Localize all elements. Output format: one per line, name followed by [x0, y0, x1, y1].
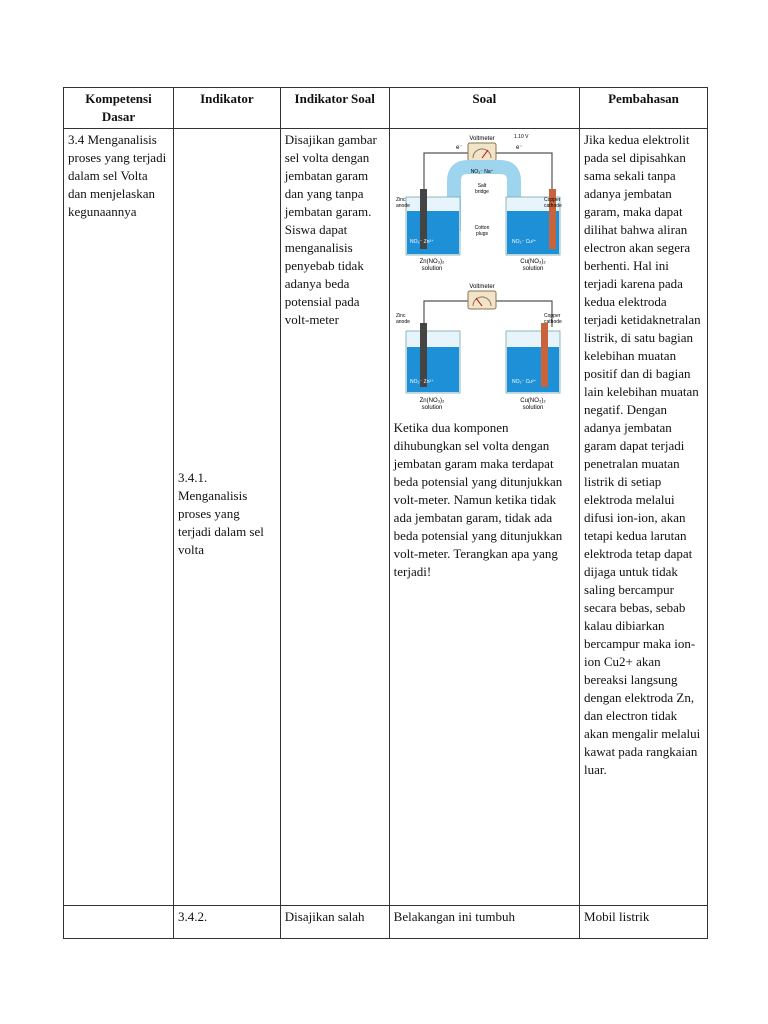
- left-solution-2: [407, 347, 459, 392]
- right-ions-label-2: NO₃⁻ Cu²⁺: [511, 379, 536, 385]
- left-solution: [407, 211, 459, 254]
- copper-electrode-2: [541, 323, 548, 387]
- table-row: [64, 906, 708, 939]
- right-solution-label-2b: solution: [522, 405, 544, 411]
- pembahasan-text: Jika kedua elektrolit pada sel dipisahkan sama sekali tanpa adanya jembatan garam, maka dapat dilihat bahwa aliran electron akan segera berhenti. Hal ini terjadi karena pada kedua elektroda terjadi ketidaknetralan listrik, di satu bagian kelebihan muatan positif dan di bagian lain kelebihan muatan negatif. Dengan adanya jembatan garam dapat terjadi penetralan muatan listrik di setiap elektroda melalui difusi ion-ion, akan tetapi kedua larutan elektroda tetap dapat dijaga untuk tidak saling bercampur secara bebas, sebab kalau dibiarkan bercampur maka ion-ion Cu2+ akan bereaksi langsung dengan elektroda Zn, dan electron tidak akan mengalir melalui kawat pada rangkaian luar.: [584, 132, 701, 777]
- pembahasan-2-text: Mobil listrik: [584, 909, 650, 924]
- kompetensi-text: 3.4 Menganalisis proses yang terjadi dalam sel Volta dan menjelaskan kegunaannya: [68, 132, 167, 219]
- right-solution-label-2a: Cu(NO₃)₂: [519, 398, 546, 404]
- cell-kompetensi: [64, 129, 174, 906]
- kompetensi-table: [63, 87, 708, 939]
- cell-indikator: [173, 129, 280, 906]
- cell-indikator-2: [173, 906, 280, 939]
- right-ions-label: NO₃⁻ Cu²⁺: [511, 239, 536, 245]
- header-indikator: Indikator: [173, 88, 280, 129]
- zinc-label-2b: anode: [395, 319, 410, 325]
- salt-bridge-tube: [454, 167, 514, 231]
- voltmeter-label: Voltmeter: [468, 136, 495, 142]
- left-solution-label-2a: Zn(NO₃)₂: [419, 398, 445, 404]
- cotton-label-2: plugs: [475, 231, 488, 237]
- table-header-row: [64, 88, 708, 129]
- header-pembahasan: Pembahasan: [580, 88, 708, 129]
- zinc-label-2a: Zinc: [395, 313, 406, 319]
- soal-2-text: Belakangan ini tumbuh: [393, 909, 515, 924]
- indikator-text: 3.4.1. Menganalisis proses yang terjadi dalam sel volta: [177, 470, 264, 557]
- copper-label-2: cathode: [543, 203, 562, 209]
- copper-label-2a: Copper: [543, 313, 561, 319]
- right-solution-2: [507, 347, 559, 392]
- bridge-ions-label: NO₃⁻ Na⁺: [470, 169, 493, 175]
- volta-cell-with-salt-bridge-diagram: [394, 131, 570, 277]
- header-indikator-soal: Indikator Soal: [280, 88, 389, 129]
- cotton-label-1: Cotton: [474, 225, 490, 231]
- electron-right-label: e⁻: [515, 145, 523, 151]
- zinc-electrode-2: [420, 323, 427, 387]
- left-ions-label-2: NO₃⁻ Zn²⁺: [409, 379, 434, 385]
- voltmeter-label-2: Voltmeter: [468, 284, 495, 290]
- left-solution-label-2b: solution: [421, 405, 443, 411]
- zinc-label-1: Zinc: [395, 197, 406, 203]
- soal-text: Ketika dua komponen dihubungkan sel volta dengan jembatan garam maka terdapat beda potensial yang ditunjukkan volt-meter. Namun ketika tidak ada jembatan garam, tidak ada beda potensial yang ditunjukkan volt-meter. Terangkan apa yang terjadi!: [393, 420, 563, 579]
- voltage-label: 1.10 V: [513, 134, 529, 140]
- zinc-label-2: anode: [395, 203, 410, 209]
- cell-soal-2: [389, 906, 579, 939]
- copper-label-1: Copper: [543, 197, 561, 203]
- left-solution-label-1: Zn(NO₃)₂: [419, 259, 445, 265]
- cell-soal: [389, 129, 579, 906]
- copper-label-2b: cathode: [543, 319, 562, 325]
- indikator-soal-text: Disajikan gambar sel volta dengan jembatan garam dan yang tanpa jembatan garam. Siswa dapat menganalisis penyebab tidak adanya beda potensial pada volt-meter: [284, 132, 377, 327]
- salt-bridge-label-1: Salt: [477, 183, 486, 189]
- cell-pembahasan: [580, 129, 708, 906]
- cell-indikator-soal: [280, 129, 389, 906]
- header-kompetensi: Kompetensi Dasar: [64, 88, 174, 129]
- indikator-soal-2-text: Disajikan salah: [284, 909, 365, 924]
- cell-pembahasan-2: [580, 906, 708, 939]
- header-soal: Soal: [389, 88, 579, 129]
- right-solution-label-2: solution: [522, 266, 544, 272]
- left-solution-label-2: solution: [421, 266, 443, 272]
- left-ions-label: NO₃⁻ Zn²⁺: [409, 239, 434, 245]
- table-row: [64, 129, 708, 906]
- cell-indikator-soal-2: [280, 906, 389, 939]
- right-solution-label-1: Cu(NO₃)₂: [519, 259, 546, 265]
- salt-bridge-label-2: bridge: [474, 189, 489, 195]
- indikator-2-text: 3.4.2.: [177, 909, 208, 924]
- volta-cell-without-salt-bridge-diagram: [394, 277, 570, 417]
- cell-kompetensi-empty: [64, 906, 174, 939]
- electron-left-label: e⁻: [455, 145, 463, 151]
